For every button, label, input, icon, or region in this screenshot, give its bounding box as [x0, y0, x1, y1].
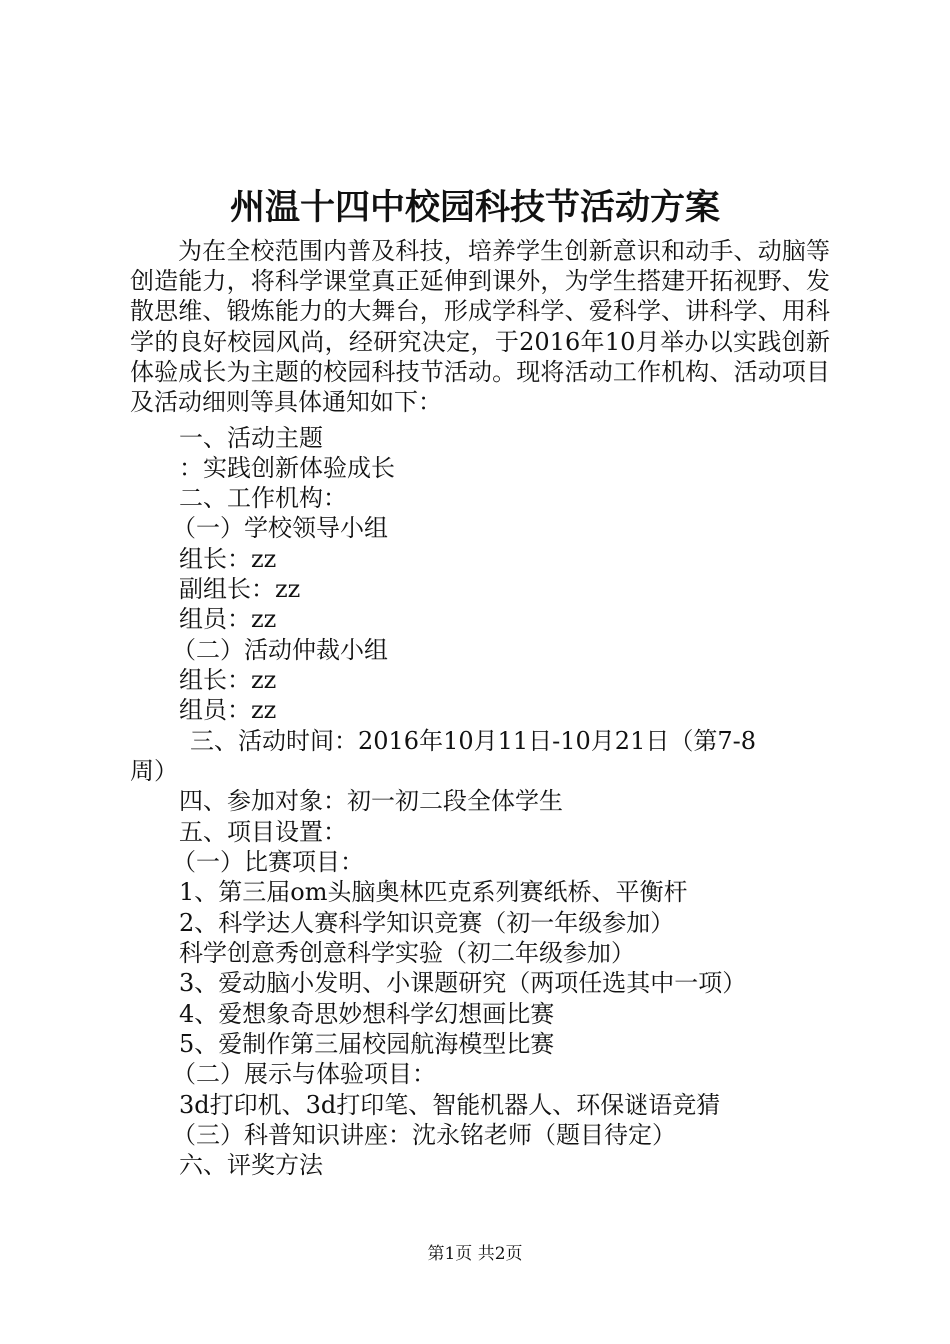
- document-title: 州温十四中校园科技节活动方案: [229, 187, 720, 228]
- time-continuation: 周）: [130, 757, 178, 785]
- subsection-leadership-group: （一）学校领导小组: [172, 514, 388, 542]
- competition-item-3: 3、爱动脑小发明、小课题研究（两项任选其中一项）: [179, 969, 747, 997]
- leader-line: 组长：zz: [179, 545, 277, 573]
- section-heading-participants: 四、参加对象：初一初二段全体学生: [179, 787, 563, 815]
- subsection-lecture: （三）科普知识讲座：沈永铭老师（题目待定）: [172, 1121, 676, 1149]
- subsection-arbitration-group: （二）活动仲裁小组: [172, 636, 388, 664]
- competition-item-2b: 科学创意秀创意科学实验（初二年级参加）: [179, 939, 635, 967]
- page-footer: 第1页 共2页: [427, 1244, 523, 1264]
- competition-item-1: 1、第三届om头脑奥林匹克系列赛纸桥、平衡杆: [179, 878, 688, 906]
- section-heading-awards: 六、评奖方法: [179, 1151, 323, 1179]
- subsection-exhibition: （二）展示与体验项目：: [172, 1060, 436, 1088]
- competition-item-5: 5、爱制作第三届校园航海模型比赛: [179, 1030, 555, 1058]
- section-heading-organization: 二、工作机构：: [179, 484, 347, 512]
- exhibition-items: 3d打印机、3d打印笔、智能机器人、环保谜语竞猜: [179, 1091, 721, 1119]
- arbitration-member-line: 组员：zz: [179, 696, 277, 724]
- section-heading-theme: 一、活动主题: [179, 424, 323, 452]
- intro-paragraph: 为在全校范围内普及科技，培养学生创新意识和动手、动脑等创造能力，将科学课堂真正延伸到课外，为学生搭建开拓视野、发散思维、锻炼能力的大舞台，形成学科学、爱科学、讲科学、用科学的良好校园风尚，经研究决定，于2016年10月举办以实践创新体验成长为主题的校园科技节活动。现将活动工作机构、活动项目及活动细则等具体通知如下：: [130, 237, 830, 417]
- deputy-leader-line: 副组长：zz: [179, 575, 301, 603]
- theme-text: ：实践创新体验成长: [179, 454, 395, 482]
- competition-item-4: 4、爱想象奇思妙想科学幻想画比赛: [179, 1000, 555, 1028]
- section-heading-time: 三、活动时间：2016年10月11日-10月21日（第7-8: [190, 727, 756, 755]
- arbitration-leader-line: 组长：zz: [179, 666, 277, 694]
- section-heading-projects: 五、项目设置：: [179, 818, 347, 846]
- competition-item-2: 2、科学达人赛科学知识竞赛（初一年级参加）: [179, 909, 675, 937]
- subsection-competitions: （一）比赛项目：: [172, 848, 364, 876]
- member-line: 组员：zz: [179, 605, 277, 633]
